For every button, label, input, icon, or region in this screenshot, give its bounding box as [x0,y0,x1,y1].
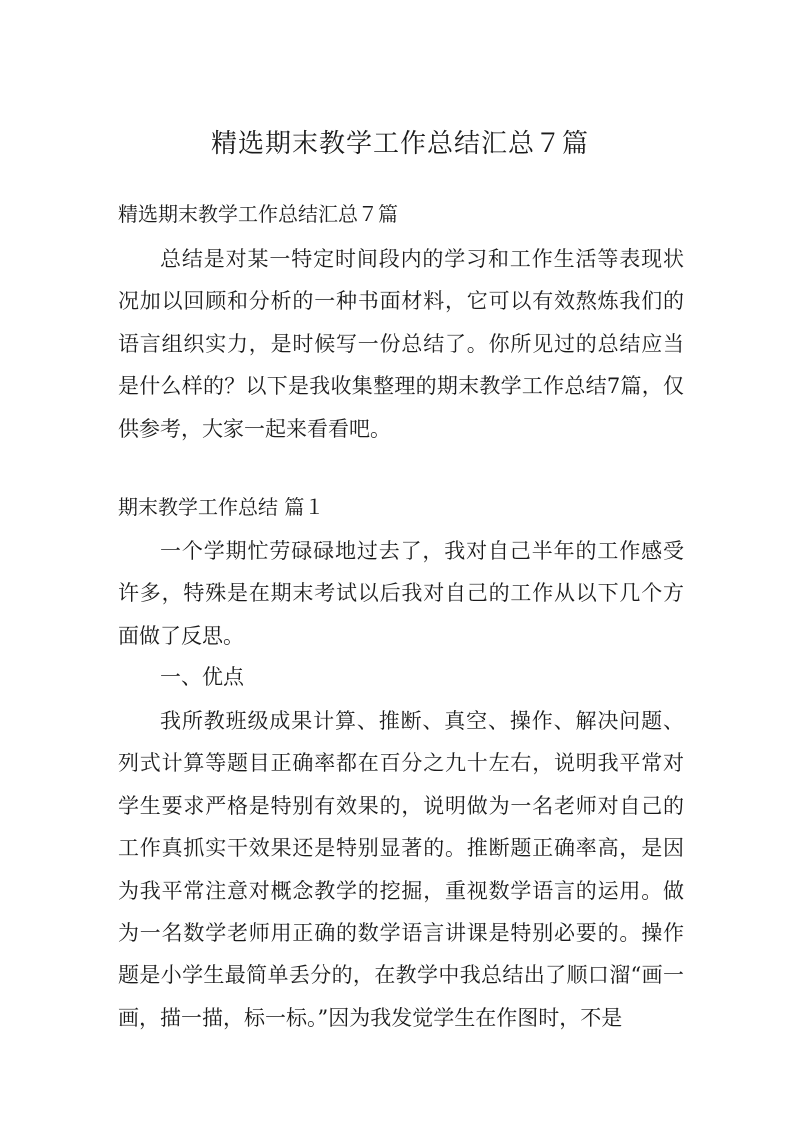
section-paragraph-2: 我所教班级成果计算、推断、真空、操作、解决问题、列式计算等题目正确率都在百分之九十左右，说明我平常对学生要求严格是特别有效果的，说明做为一名老师对自己的工作真抓实干效果还是特别显著的。推断题正确率高，是因为我平常注意对概念教学的挖掘，重视数学语言的运用。做为一名数学老师用正确的数学语言讲课是特别必要的。操作题是小学生最简单丢分的，在教学中我总结出了顺口溜“画一画，描一描，标一标。”因为我发觉学生在作图时，不是 [118,709,684,1030]
section-paragraph-1: 一个学期忙劳碌碌地过去了，我对自己半年的工作感受许多，特殊是在期末考试以后我对自己的工作从以下几个方面做了反思。 [118,539,684,648]
section-heading: 期末教学工作总结 篇１ [118,495,325,519]
document-title: 精选期末教学工作总结汇总７篇 [210,129,589,159]
document-subtitle: 精选期末教学工作总结汇总７篇 [118,202,398,226]
point-heading: 一、优点 [160,665,244,689]
intro-paragraph: 总结是对某一特定时间段内的学习和工作生活等表现状况加以回顾和分析的一种书面材料，它可以有效熬炼我们的语言组织实力，是时候写一份总结了。你所见过的总结应当是什么样的？以下是我收集整理的期末教学工作总结7篇，仅供参考，大家一起来看看吧。 [118,247,684,441]
